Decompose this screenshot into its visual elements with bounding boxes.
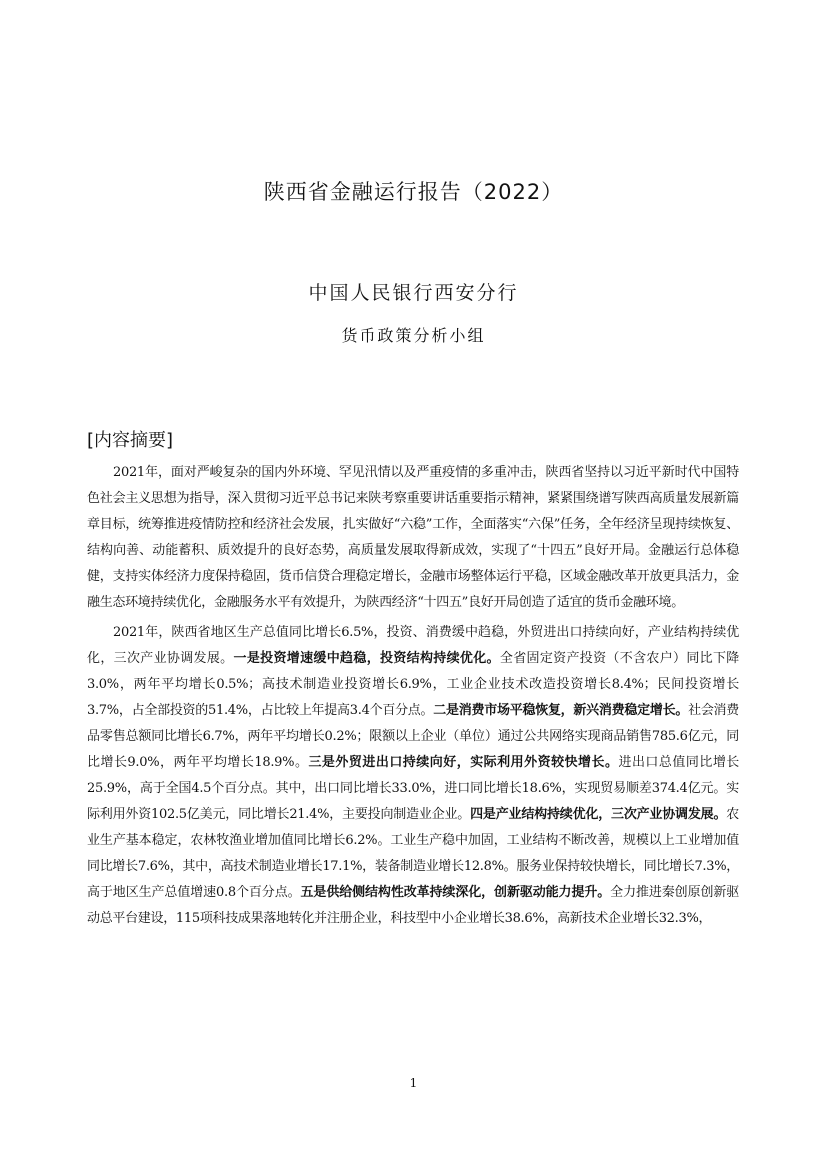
p2-intro: 2021年，陕西省地区生产总值同比增长6.5%，投资、消费缓中趋稳，外贸进出口持续向好，产业结构持续优化，三次产业协调发展。 [87, 625, 739, 666]
abstract-body [87, 460, 739, 936]
paragraph-1-text: 2021年，面对严峻复杂的国内外环境、罕见汛情以及严重疫情的多重冲击，陕西省坚持以习近平新时代中国特色社会主义思想为指导，深入贯彻习近平总书记来陕考察重要讲话重要指示精神，紧紧围绕谱写陕西高质量发展新篇章目标，统筹推进疫情防控和经济社会发展，扎实做好“六稳”工作，全面落实“六保”任务，全年经济呈现持续恢复、结构向善、动能蓄积、质效提升的良好态势，高质量发展取得新成效，实现了“十四五”良好开局。金融运行总体稳健，支持实体经济力度保持稳固，货币信贷合理稳定增长，金融市场整体运行平稳，区域金融改革开放更具活力，金融生态环境持续优化，金融服务水平有效提升，为陕西经济“十四五”良好开局创造了适宜的货币金融环境。 [87, 465, 739, 610]
paragraph-1 [87, 460, 739, 616]
p2-point-4-heading: 四是产业结构持续优化，三次产业协调发展。 [470, 807, 727, 822]
p2-point-2-text: 社会消费品零售总额同比增长6.7%，两年平均增长0.2%；限额以上企业（单位）通过公共网络实现商品销售785.6亿元，同比增长9.0%，两年平均增长18.9%。 [87, 703, 739, 770]
paragraph-2 [87, 620, 739, 932]
p2-point-5-heading: 五是供给侧结构性改革持续深化，创新驱动能力提升。 [300, 885, 611, 900]
organization-name: 中国人民银行西安分行 [308, 282, 519, 304]
p2-point-3-text: 进出口总值同比增长25.9%，高于全国4.5个百分点。其中，出口同比增长33.0%，进口同比增长18.6%，实现贸易顺差374.4亿元。实际利用外资102.5亿美元，同比增长21.4%，主要投向制造业企业。 [87, 755, 739, 822]
p2-point-4-text: 农业生产基本稳定，农林牧渔业增加值同比增长6.2%。工业生产稳中加固，工业结构不断改善，规模以上工业增加值同比增长7.6%，其中，高技术制造业增长17.1%，装备制造业增长12.8%。服务业保持较快增长，同比增长7.3%，高于地区生产总值增速0.8个百分点。 [87, 807, 739, 900]
section-heading: [内容摘要] [87, 430, 174, 451]
p2-point-1-heading: 一是投资增速缓中趋稳，投资结构持续优化。 [233, 651, 500, 666]
group-name: 货币政策分析小组 [341, 326, 486, 345]
p2-point-5-text: 全力推进秦创原创新驱动总平台建设，115项科技成果落地转化并注册企业，科技型中小企业增长38.6%，高新技术企业增长32.3%， [87, 885, 739, 926]
page-number: 1 [409, 1076, 418, 1090]
p2-point-1-text: 全省固定资产投资（不含农户）同比下降3.0%，两年平均增长0.5%；高技术制造业投资增长6.9%，工业企业技术改造投资增长8.4%；民间投资增长3.7%，占全部投资的51.4%，占比较上年提高3.4个百分点。 [87, 651, 739, 718]
report-title: 陕西省金融运行报告（2022） [263, 180, 564, 204]
p2-point-2-heading: 二是消费市场平稳恢复，新兴消费稳定增长。 [433, 703, 689, 718]
p2-point-3-heading: 三是外贸进出口持续向好，实际利用外资较快增长。 [308, 755, 619, 770]
